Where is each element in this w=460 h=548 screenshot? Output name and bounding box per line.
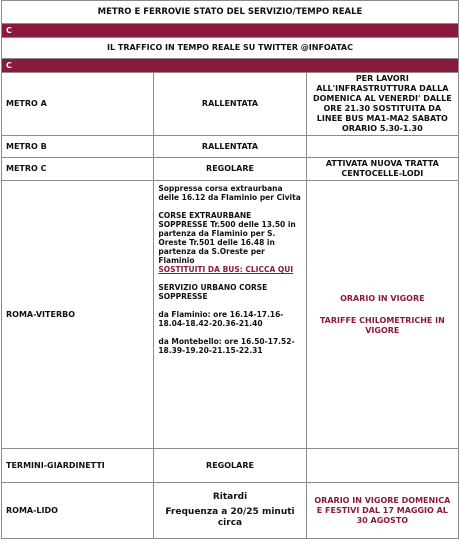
viterbo-urbano-heading: SERVIZIO URBANO CORSE SOPPRESSE [158,283,268,301]
band-2: C [2,59,459,73]
band-row-2 [2,59,459,73]
line-notes-metro-a: PER LAVORI ALL'INFRASTRUTTURA DALLA DOMENICA AL VENERDI' DALLE ORE 21.30 SOSTITUITA DA LINEE BUS MA1-MA2 SABATO ORARIO 5.30-1.30 [306,73,458,136]
row-metro-c [2,158,459,181]
viterbo-from-flaminio: da Flaminio: ore 16.14-17.16-18.04-18.42-20.36-21.40 [158,310,284,328]
page-title: METRO E FERROVIE STATO DEL SERVIZIO/TEMPO REALE [2,1,459,24]
line-status-metro-a: RALLENTATA [154,73,306,136]
line-notes-metro-c: ATTIVATA NUOVA TRATTA CENTOCELLE-LODI [306,158,458,181]
line-status-roma-lido [154,483,306,539]
line-name-metro-b: METRO B [2,136,154,158]
lido-frequency: Frequenza a 20/25 minuti circa [165,507,295,528]
band-row-1 [2,24,459,38]
title-row [2,1,459,24]
viterbo-from-montebello: da Montebello: ore 16.50-17.52-18.39-19.20-21.15-22.31 [158,337,295,355]
line-status-metro-b: RALLENTATA [154,136,306,158]
viterbo-tariffe-link[interactable]: TARIFFE CHILOMETRICHE IN VIGORE [319,315,445,335]
viterbo-soppressa-note: Soppressa corsa extraurbana delle 16.12 da Flaminio per Civita [158,184,301,202]
line-notes-termini [306,449,458,483]
viterbo-extraurbane-note: CORSE EXTRAURBANE SOPPRESSE Tr.500 delle 13.50 in partenza da Flaminio per S. Oreste Tr.501 delle 16.48 in partenza da S.Oreste per Flaminio [158,211,296,265]
line-notes-roma-lido[interactable]: ORARIO IN VIGORE DOMENICA E FESTIVI DAL 17 MAGGIO AL 30 AGOSTO [306,483,458,539]
row-roma-lido [2,483,459,539]
row-metro-b [2,136,459,158]
viterbo-orario-link[interactable]: ORARIO IN VIGORE [340,293,425,303]
twitter-banner [2,38,459,59]
line-name-roma-viterbo: ROMA-VITERBO [2,181,154,449]
band-1: C [2,24,459,38]
twitter-prefix: IL TRAFFICO IN TEMPO REALE SU TWITTER [107,43,301,52]
line-notes-roma-viterbo [306,181,458,449]
row-termini-giardinetti [2,449,459,483]
line-name-roma-lido: ROMA-LIDO [2,483,154,539]
service-status-table [1,0,459,539]
line-name-metro-a: METRO A [2,73,154,136]
row-metro-a [2,73,459,136]
lido-delay: Ritardi [212,492,248,502]
bus-replacement-link[interactable]: SOSTITUITI DA BUS: CLICCA QUI [158,265,294,274]
line-status-termini: REGOLARE [154,449,306,483]
twitter-row [2,38,459,59]
line-name-termini: TERMINI-GIARDINETTI [2,449,154,483]
twitter-handle-link[interactable]: @INFOATAC [300,43,353,52]
row-roma-viterbo [2,181,459,449]
line-name-metro-c: METRO C [2,158,154,181]
line-notes-metro-b [306,136,458,158]
line-status-metro-c: REGOLARE [154,158,306,181]
line-status-roma-viterbo [154,181,306,449]
